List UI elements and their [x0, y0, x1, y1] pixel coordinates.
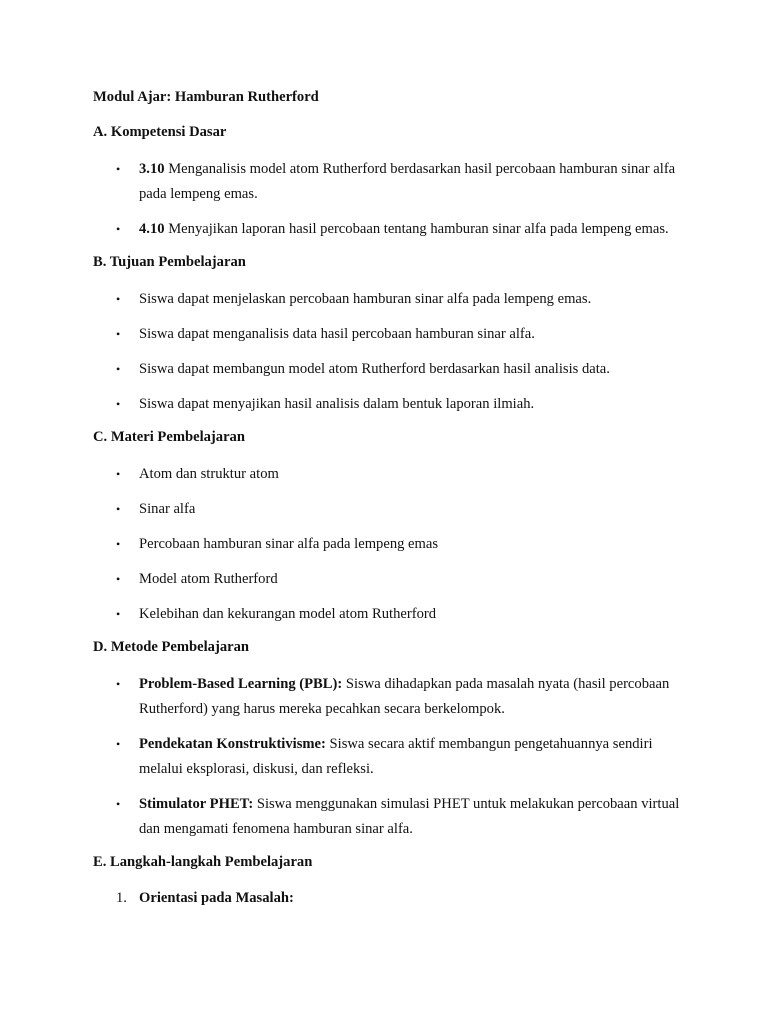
document-page: [93, 87, 693, 911]
section-heading: B. Tujuan Pembelajaran: [93, 254, 246, 270]
bullet-list: [93, 462, 693, 627]
list-item-text: Siswa secara aktif membangun pengetahuannya sendiri melalui eksplorasi, diskusi, dan refleksi.: [139, 736, 653, 777]
bullet-icon: •: [116, 362, 121, 376]
bullet-icon: •: [116, 797, 121, 811]
list-item: [93, 567, 693, 592]
list-item-text: Siswa dapat membangun model atom Rutherford berdasarkan hasil analisis data.: [139, 361, 610, 377]
section-heading: A. Kompetensi Dasar: [93, 124, 227, 140]
bullet-icon: •: [116, 502, 121, 516]
list-item-term: Pendekatan Konstruktivisme:: [139, 736, 326, 752]
bullet-list: [93, 157, 693, 242]
list-item-text: Menganalisis model atom Rutherford berdasarkan hasil percobaan hamburan sinar alfa pada lempeng emas.: [139, 161, 676, 202]
section-heading: E. Langkah-langkah Pembelajaran: [93, 854, 313, 870]
list-item-term: 4.10: [139, 221, 165, 237]
list-item-text: Siswa dapat menganalisis data hasil percobaan hamburan sinar alfa.: [139, 326, 535, 342]
list-item-text: Siswa menggunakan simulasi PHET untuk melakukan percobaan virtual dan mengamati fenomena hamburan sinar alfa.: [139, 796, 680, 837]
bullet-icon: •: [116, 397, 121, 411]
list-item-term: Problem-Based Learning (PBL):: [139, 676, 343, 692]
list-item: [93, 322, 693, 347]
list-item-text: Menyajikan laporan hasil percobaan tentang hamburan sinar alfa pada lempeng emas.: [164, 221, 669, 237]
list-item: [93, 217, 693, 242]
list-item: [93, 672, 693, 722]
bullet-icon: •: [116, 677, 121, 691]
list-item-term: Stimulator PHET:: [139, 796, 254, 812]
bullet-icon: •: [116, 222, 121, 236]
list-item: [93, 157, 693, 207]
list-item-text: Model atom Rutherford: [139, 571, 278, 587]
list-item-text: Siswa dapat menjelaskan percobaan hamburan sinar alfa pada lempeng emas.: [139, 291, 592, 307]
list-item: [93, 732, 693, 782]
section-heading: C. Materi Pembelajaran: [93, 429, 245, 445]
list-item-text: Percobaan hamburan sinar alfa pada lempeng emas: [139, 536, 439, 552]
list-item-term: 3.10: [139, 161, 165, 177]
section-heading: D. Metode Pembelajaran: [93, 639, 250, 655]
list-item-text: Siswa dihadapkan pada masalah nyata (hasil percobaan Rutherford) yang harus mereka pecahkan secara berkelompok.: [139, 676, 670, 717]
list-item: [93, 462, 693, 487]
list-item-text: Sinar alfa: [139, 501, 196, 517]
list-item: [93, 287, 693, 312]
list-item: [93, 532, 693, 557]
list-number: 1.: [116, 890, 127, 906]
bullet-icon: •: [116, 327, 121, 341]
bullet-icon: •: [116, 572, 121, 586]
list-item: [93, 792, 693, 842]
list-item: [93, 357, 693, 382]
numbered-list-item: [93, 886, 693, 911]
list-item-text: Kelebihan dan kekurangan model atom Rutherford: [139, 606, 437, 622]
bullet-list: [93, 672, 693, 842]
step-title: Orientasi pada Masalah:: [139, 890, 294, 906]
document-sections: [93, 122, 693, 911]
bullet-list: [93, 287, 693, 417]
bullet-icon: •: [116, 467, 121, 481]
list-item-text: Atom dan struktur atom: [139, 466, 279, 482]
bullet-icon: •: [116, 162, 121, 176]
list-item-text: Siswa dapat menyajikan hasil analisis dalam bentuk laporan ilmiah.: [139, 396, 535, 412]
numbered-list: [93, 886, 693, 911]
list-item: [93, 497, 693, 522]
bullet-icon: •: [116, 607, 121, 621]
bullet-icon: •: [116, 537, 121, 551]
list-item: [93, 602, 693, 627]
bullet-icon: •: [116, 737, 121, 751]
bullet-icon: •: [116, 292, 121, 306]
document-title: Modul Ajar: Hamburan Rutherford: [93, 89, 319, 105]
list-item: [93, 392, 693, 417]
